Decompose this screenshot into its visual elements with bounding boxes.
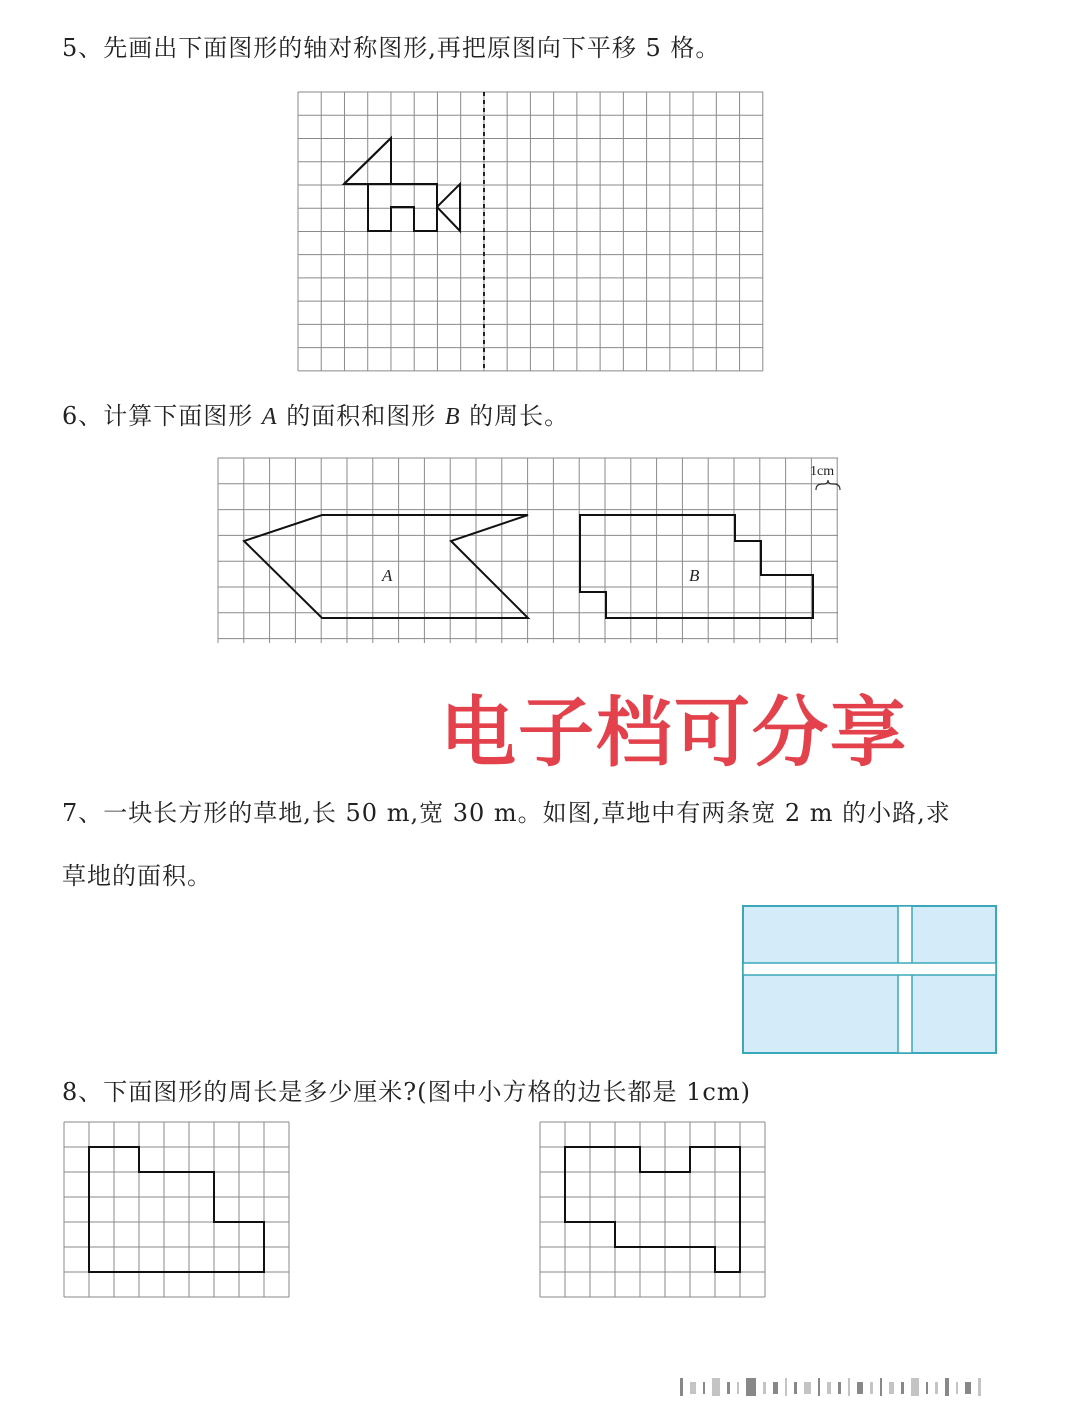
question-5-text: 5、先画出下面图形的轴对称图形,再把原图向下平移 5 格。 [62,34,721,62]
q6-middle: 的面积和图形 [277,402,445,430]
question-8-text: 8、下面图形的周长是多少厘米?(图中小方格的边长都是 1cm) [62,1078,751,1106]
q5-grid-figure [298,92,766,372]
horizontal-path [743,963,996,975]
q6-var-a: A [261,404,278,430]
q7-lawn-figure [742,905,998,1055]
question-7-line2: 草地的面积。 [62,862,212,890]
footer-barcode [680,1374,1060,1400]
q6-brace [816,480,840,490]
question-7-line1: 7、一块长方形的草地,长 50 m,宽 30 m。如图,草地中有两条宽 2 m 的小路,求 [62,799,951,827]
q6-label-a: A [382,566,393,585]
q6-prefix: 6、计算下面图形 [62,402,262,430]
q8-grid-figure-left [64,1122,294,1302]
lawn-rect [743,906,996,1053]
q6-unit-label: 1cm [810,464,835,479]
q8-grid-figure-right [540,1122,770,1302]
q6-label-b: B [689,566,700,585]
q6-var-b: B [444,404,461,430]
q6-suffix: 的周长。 [460,402,570,430]
vertical-path [898,906,912,1053]
q6-grid-figure [218,458,844,648]
q8-shape-left [89,1147,264,1272]
question-6-text [62,386,569,447]
q8-shape-right [565,1147,740,1272]
watermark-text: 电子档可分享 [440,688,908,777]
